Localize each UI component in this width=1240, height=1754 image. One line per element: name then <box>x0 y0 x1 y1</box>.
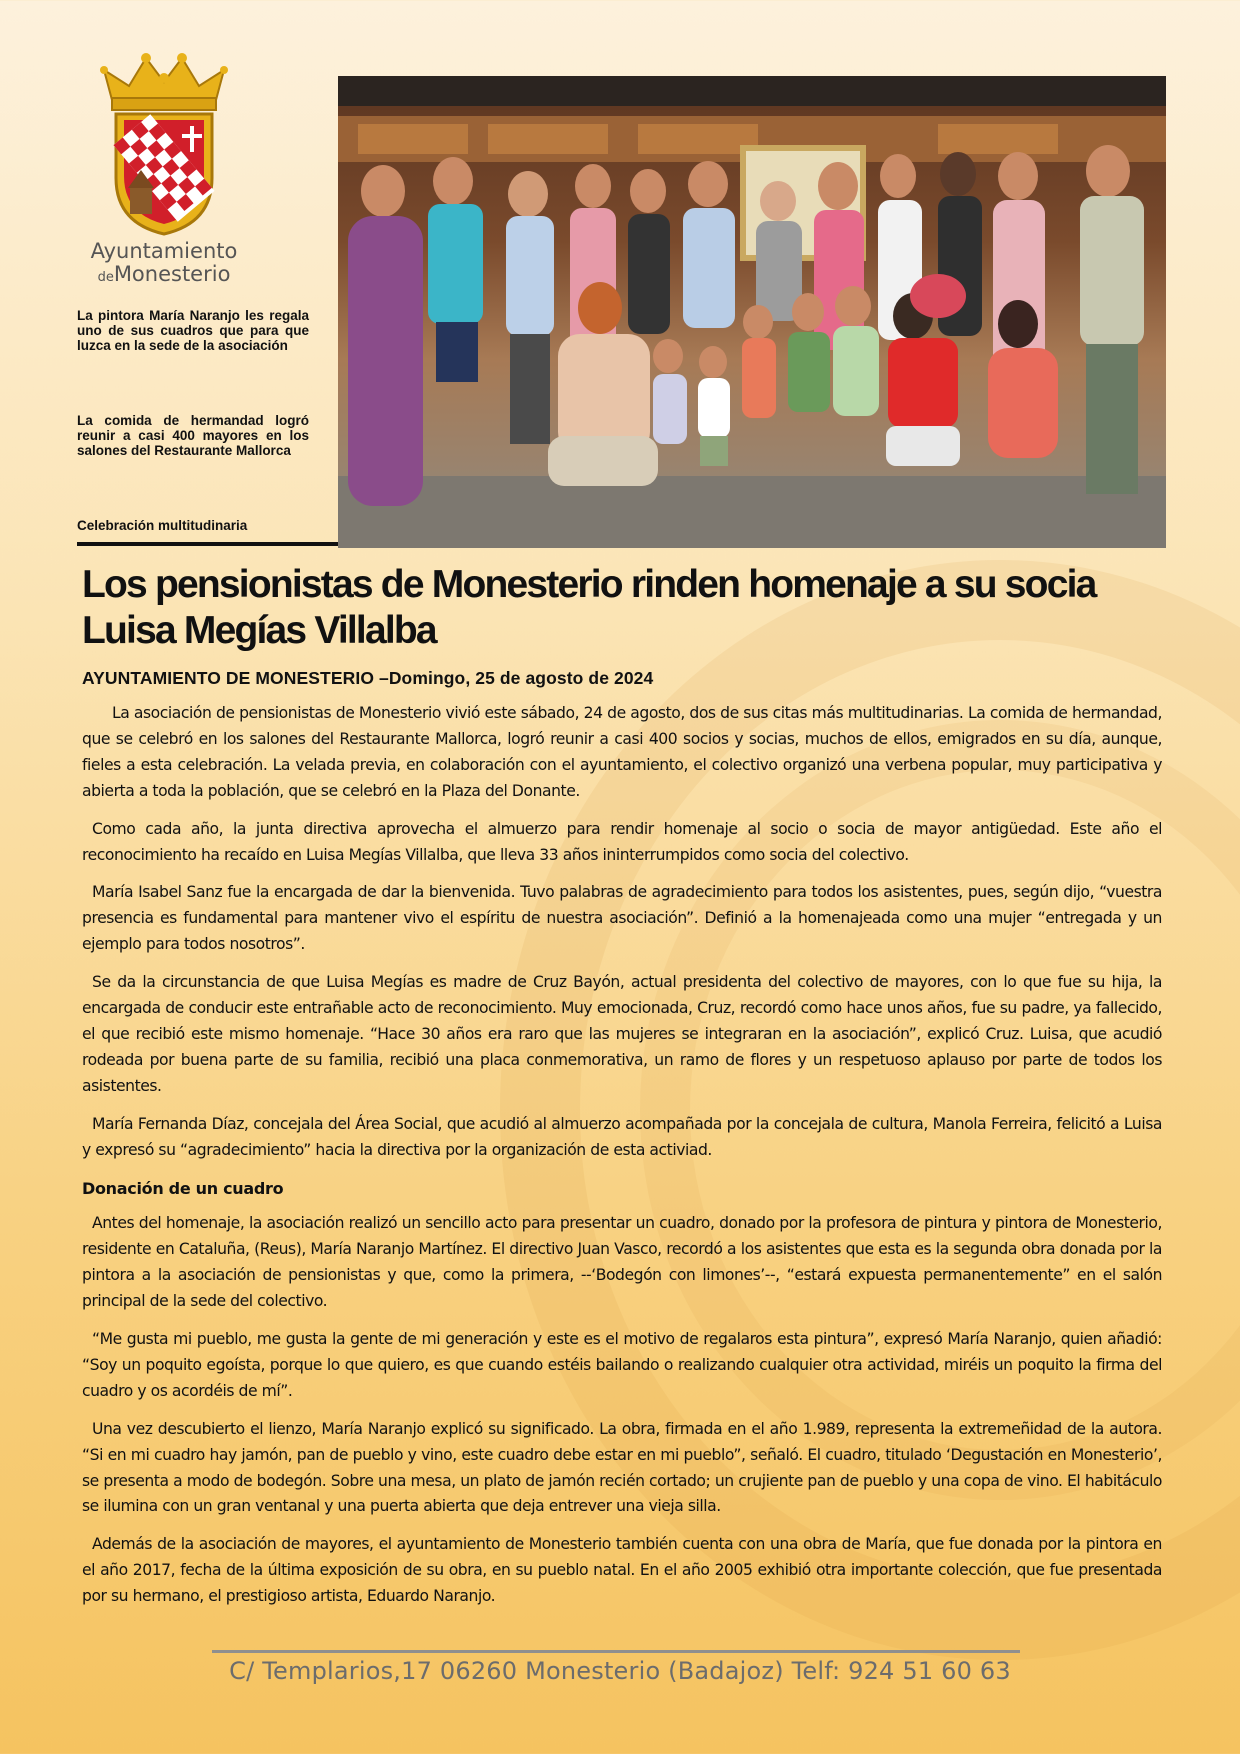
paragraph-6: Antes del homenaje, la asociación realizó un sencillo acto para presentar un cuadro, donado por la profesora de pintura y pintora de Monesterio, residente en Cataluña, (Reus), María Naranjo Martínez. El directivo Juan Vasco, recordó a los asistentes que esta es la segunda obra donada por la pintora a la asociación de pensionistas y que, como la primera, --‘Bodegón con limones’--, “estará expuesta permanentemente” en el salón principal de la sede del colectivo. <box>82 1214 1162 1311</box>
article-headline: Los pensionistas de Monesterio rinden homenaje a su socia Luisa Megías Villalba <box>82 563 1096 652</box>
logo-text-line1: Ayuntamiento <box>90 239 238 263</box>
footer-divider <box>212 1650 1020 1653</box>
municipal-logo <box>84 48 244 288</box>
paragraph-8: Una vez descubierto el lienzo, María Naranjo explicó su significado. La obra, firmada en el año 1.989, representa la extremeñidad de la autora. “Si en mi cuadro hay jamón, pan de pueblo y vino, este cuadro debe estar en mi pueblo”, señaló. El cuadro, titulado ‘Degustación en Monesterio’, se presenta a modo de bodegón. Sobre una mesa, un plato de jamón recién cortado; un crujiente pan de pueblo y una copa de vino. El habitáculo se ilumina con un gran ventanal y una puerta abierta que deja entrever una vieja silla. <box>82 1419 1162 1516</box>
paragraph-2: Como cada año, la junta directiva aprovecha el almuerzo para rendir homenaje al socio o socia de mayor antigüedad. Este año el reconocimiento ha recaído en Luisa Megías Villalba, que lleva 33 años ininterrumpidos como socia del colectivo. <box>82 819 1162 864</box>
caption-painter-gift: La pintora María Naranjo les regala uno de sus cuadros que para que luzca en la sede de la asociación <box>77 308 309 353</box>
article-body <box>82 701 1162 1622</box>
coat-of-arms-icon <box>94 48 234 238</box>
caption-divider <box>77 542 339 546</box>
paragraph-3: María Isabel Sanz fue la encargada de dar la bienvenida. Tuvo palabras de agradecimiento para todos los asistentes, pues, según dijo, “vuestra presencia es fundamental para mantener vivo el espíritu de nuestra asociación”. Definió a la homenajeada como una mujer “entregada y un ejemplo para todos nosotros”. <box>82 883 1162 954</box>
paragraph-5: María Fernanda Díaz, concejala del Área Social, que acudió al almuerzo acompañada por la concejala de cultura, Manola Ferreira, felicitó a Luisa y expresó su “agradecimiento” hacia la directiva por la organización de esta activiad. <box>82 1114 1162 1159</box>
logo-text-line2: deMonesterio <box>97 262 231 286</box>
paragraph-4: Se da la circunstancia de que Luisa Megías es madre de Cruz Bayón, actual presidenta del colectivo de mayores, con lo que fue su hija, la encargada de conducir este entrañable acto de reconocimiento. Muy emocionada, Cruz, recordó como hace unos años, fue su padre, ya fallecido, el que recibió este mismo homenaje. “Hace 30 años era raro que las mujeres se integraran en la asociación”, explicó Cruz. Luisa, que acudió rodeada por buena parte de su familia, recibió una placa conmemorativa, un ramo de flores y un respetuoso aplauso por parte de todos los asistentes. <box>82 973 1162 1095</box>
group-photo <box>338 76 1166 548</box>
caption-brotherhood-meal: La comida de hermandad logró reunir a casi 400 mayores en los salones del Restaurante Mallorca <box>77 413 309 458</box>
article-byline: AYUNTAMIENTO DE MONESTERIO –Domingo, 25 de agosto de 2024 <box>82 668 654 688</box>
paragraph-1: La asociación de pensionistas de Monesterio vivió este sábado, 24 de agosto, dos de sus citas más multitudinarias. La comida de hermandad, que se celebró en los salones del Restaurante Mallorca, logró reunir a casi 400 socios y socias, muchos de ellos, emigrados en su día, aunque, fieles a esta celebración. La velada previa, en colaboración con el ayuntamiento, el colectivo organizó una verbena popular, muy participativa y abierta a toda la población, que se celebró en la Plaza del Donante. <box>82 704 1162 800</box>
caption-celebration: Celebración multitudinaria <box>77 518 248 533</box>
paragraph-9: Además de la asociación de mayores, el ayuntamiento de Monesterio también cuenta con una obra de María, que fue donada por la pintora en el año 2017, fecha de la última exposición de su obra, en su pueblo natal. En el año 2005 exhibió otra importante colección, que fue presentada por su hermano, el prestigioso artista, Eduardo Naranjo. <box>82 1535 1162 1606</box>
paragraph-7: “Me gusta mi pueblo, me gusta la gente de mi generación y este es el motivo de regalaros esta pintura”, expresó María Naranjo, quien añadió: “Soy un poquito egoísta, porque lo que quiero, es que cuando estéis bailando o realizando cualquier otra actividad, miréis un poquito la firma del cuadro y os acordéis de mí”. <box>82 1330 1162 1400</box>
footer-address: C/ Templarios,17 06260 Monesterio (Badajoz) Telf: 924 51 60 63 <box>229 1657 1011 1685</box>
subheading-donation: Donación de un cuadro <box>82 1178 284 1198</box>
